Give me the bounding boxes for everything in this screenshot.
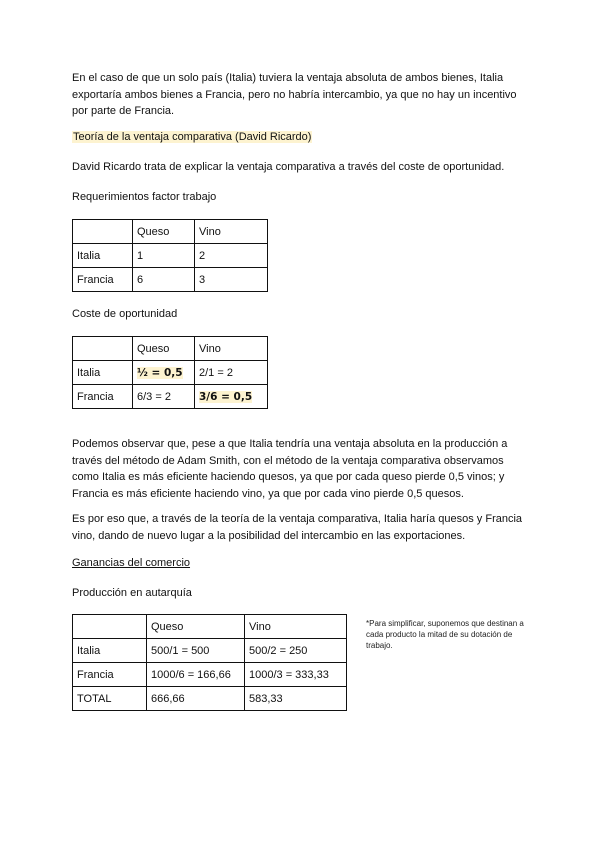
- table-cell: 500/2 = 250: [245, 639, 347, 663]
- table-row: [73, 687, 347, 711]
- footnote: [366, 618, 566, 651]
- table-row: [73, 663, 347, 687]
- autarky-caption: Producción en autarquía: [72, 587, 192, 599]
- analysis-paragraph: [72, 436, 532, 502]
- footnote-line: *Para simplificar, suponemos que destinan a: [366, 619, 524, 628]
- table-row: [73, 244, 268, 268]
- table-cell: 1000/6 = 166,66: [147, 663, 245, 687]
- analysis-line: Francia es más eficiente haciendo vino, ya que por cada vino pierde 0,5 quesos.: [72, 487, 464, 500]
- intro-line: por parte de Francia.: [72, 105, 175, 117]
- coste-table: [72, 336, 268, 409]
- table-cell: Francia: [73, 663, 147, 687]
- table-header-cell: Vino: [195, 337, 268, 361]
- req-caption: Requerimientos factor trabajo: [72, 191, 217, 203]
- analysis-line: como Italia es más eficiente haciendo quesos, ya que por cada queso pierde 0,5 vinos; y: [72, 471, 505, 483]
- intro-line: exportaría ambos bienes a Francia, pero no habría intercambio, ya que no hay un incentivo: [72, 88, 517, 101]
- conclusion-paragraph: [72, 511, 532, 544]
- table-header-cell: Queso: [133, 220, 195, 244]
- autarky-table: [72, 614, 347, 711]
- table-cell: [133, 361, 195, 385]
- table-cell: 1: [133, 244, 195, 268]
- table-cell: Italia: [73, 244, 133, 268]
- table-cell: Francia: [73, 268, 133, 292]
- highlighted-value: ½ = 0,5: [137, 366, 183, 379]
- req-table: [72, 219, 268, 292]
- intro-paragraph: [72, 70, 532, 120]
- table-cell: TOTAL: [73, 687, 147, 711]
- table-cell: 1000/3 = 333,33: [245, 663, 347, 687]
- table-header-row: [73, 220, 268, 244]
- table-header-cell: [73, 337, 133, 361]
- conclusion-line: Es por eso que, a través de la teoría de la ventaja comparativa, Italia haría quesos y Francia: [72, 513, 523, 525]
- table-cell: 6: [133, 268, 195, 292]
- table-cell: 2/1 = 2: [195, 361, 268, 385]
- table-row: [73, 385, 268, 409]
- table-cell: 583,33: [245, 687, 347, 711]
- gains-heading-text: Ganancias del comercio: [72, 557, 191, 569]
- table-header-cell: Vino: [245, 615, 347, 639]
- table-row: [73, 639, 347, 663]
- table-cell: [195, 385, 268, 409]
- table-cell: 6/3 = 2: [133, 385, 195, 409]
- table-header-cell: [73, 615, 147, 639]
- coste-caption: Coste de oportunidad: [72, 308, 178, 320]
- footnote-line: trabajo.: [366, 641, 393, 650]
- table-cell: 500/1 = 500: [147, 639, 245, 663]
- table-header-row: [73, 337, 268, 361]
- theory-text: David Ricardo trata de explicar la ventaja comparativa a través del coste de oportunidad.: [72, 161, 505, 173]
- table-cell: Italia: [73, 361, 133, 385]
- table-cell: 3: [195, 268, 268, 292]
- table-row: [73, 268, 268, 292]
- theory-heading: [72, 129, 532, 146]
- footnote-line: cada producto la mitad de su dotación de: [366, 630, 513, 639]
- table-header-cell: [73, 220, 133, 244]
- table-header-cell: Queso: [147, 615, 245, 639]
- table-cell: Italia: [73, 639, 147, 663]
- theory-heading-text: Teoría de la ventaja comparativa (David Ricardo): [73, 131, 312, 143]
- intro-line: En el caso de que un solo país (Italia) tuviera la ventaja absoluta de ambos bienes, Italia: [72, 72, 504, 84]
- highlighted-value: 3/6 = 0,5: [199, 390, 253, 403]
- table-cell: 2: [195, 244, 268, 268]
- analysis-line: Podemos observar que, pese a que Italia tendría una ventaja absoluta en la producción a: [72, 438, 508, 450]
- table-cell: Francia: [73, 385, 133, 409]
- analysis-line: través del método de Adam Smith, con el método de la ventaja comparativa observamos: [72, 454, 504, 467]
- table-row: [73, 361, 268, 385]
- table-header-cell: Queso: [133, 337, 195, 361]
- table-header-row: [73, 615, 347, 639]
- table-header-cell: Vino: [195, 220, 268, 244]
- gains-heading: [72, 555, 532, 572]
- conclusion-line: vino, dando de nuevo lugar a la posibilidad del intercambio en las exportaciones.: [72, 529, 466, 542]
- table-cell: 666,66: [147, 687, 245, 711]
